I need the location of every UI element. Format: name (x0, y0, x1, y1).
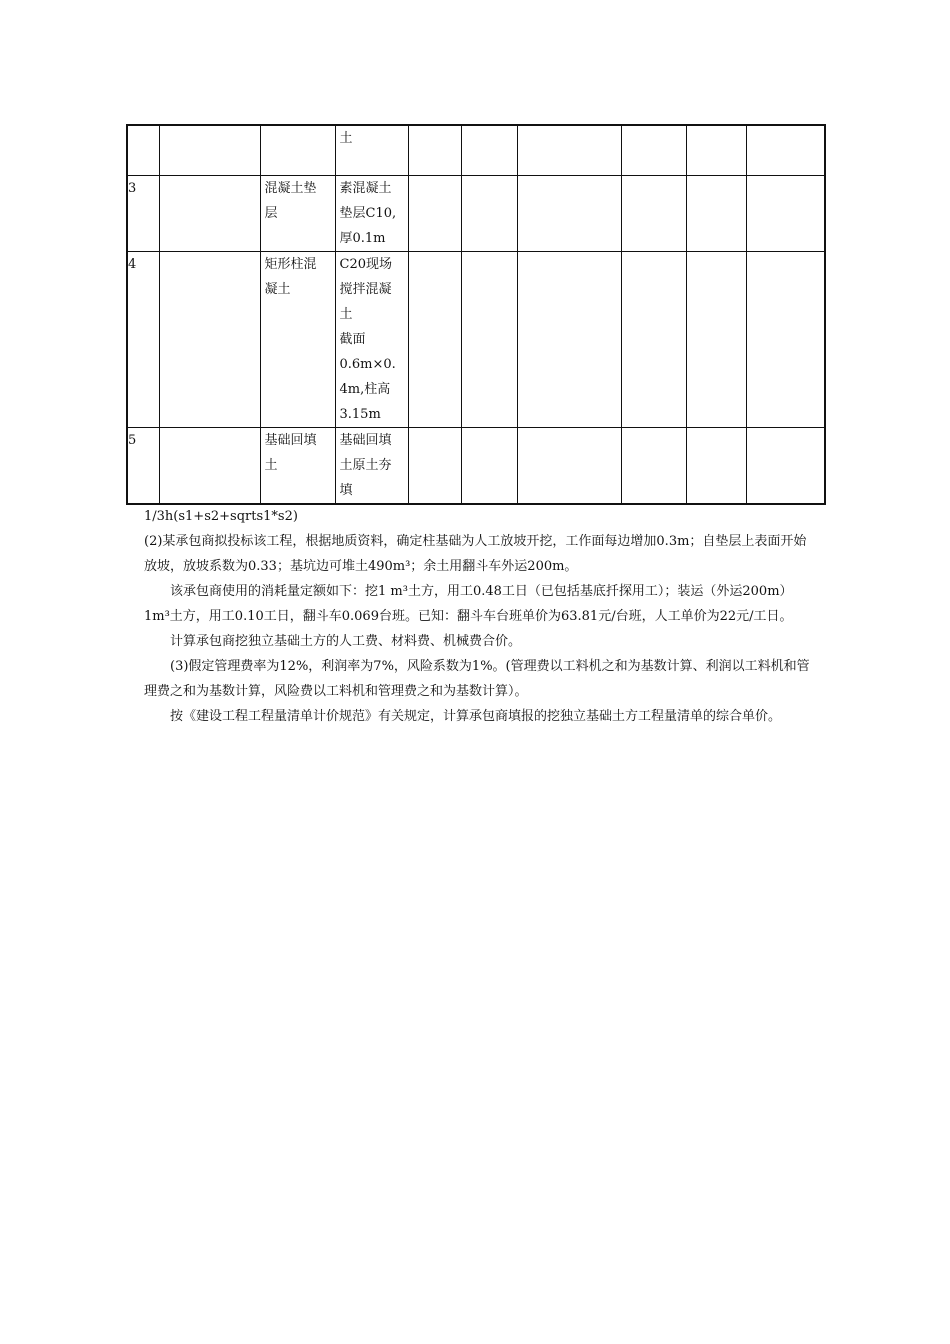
quantity-table (126, 124, 826, 505)
empty-cell (746, 427, 825, 504)
item-name-cell (260, 175, 335, 251)
item-description-line: C20现场 (339, 256, 392, 272)
empty-cell (621, 175, 686, 251)
empty-cell (686, 125, 746, 175)
item-code-cell (159, 175, 260, 251)
item-description-line: 土 (339, 306, 353, 322)
item-description-line: 0.6m×0. (339, 356, 396, 372)
item-description-line: 素混凝土 (339, 180, 392, 196)
item-code-cell (159, 125, 260, 175)
item-description-cell (335, 175, 408, 251)
empty-cell (686, 251, 746, 427)
paragraph-4: 计算承包商挖独立基础土方的人工费、材料费、机械费合价。 (170, 634, 522, 649)
item-name-line: 层 (264, 205, 278, 221)
item-description-line: 土原土夯 (339, 457, 392, 473)
item-description-line: 截面 (339, 331, 366, 347)
empty-cell (686, 175, 746, 251)
item-description-cell (335, 251, 408, 427)
item-code-cell (159, 427, 260, 504)
item-name-line: 矩形柱混 (264, 256, 317, 272)
empty-cell (746, 125, 825, 175)
item-description-line: 厚0.1m (339, 230, 386, 246)
notes-section (144, 504, 812, 729)
item-description-line: 搅拌混凝 (339, 281, 392, 297)
empty-cell (461, 427, 517, 504)
paragraph-5: (3)假定管理费率为12%，利润率为7%，风险系数为1%。(管理费以工料机之和为基数计算、利润以工料机和管理费之和为基数计算，风险费以工料机和管理费之和为基数计算）。 (144, 659, 810, 699)
row-number-cell: 4 (127, 251, 159, 427)
item-description-line: 垫层C10, (339, 205, 397, 221)
table-row (127, 427, 825, 504)
empty-cell (621, 125, 686, 175)
formula-line: 1/3h(s1+s2+sqrts1*s2) (144, 509, 298, 524)
row-number-cell: 5 (127, 427, 159, 504)
empty-cell (461, 251, 517, 427)
table-row (127, 251, 825, 427)
item-description-line: 3.15m (339, 406, 381, 422)
paragraph-3: 该承包商使用的消耗量定额如下：挖1 m³土方，用工0.48工日（已包括基底扦探用工）；装运（外运200m）1m³土方，用工0.10工日，翻斗车0.069台班。已知：翻斗车台班单价为63.81元/台班，人工单价为22元/工日。 (144, 584, 793, 624)
empty-cell (686, 427, 746, 504)
empty-cell (408, 125, 461, 175)
empty-cell (517, 175, 621, 251)
empty-cell (621, 251, 686, 427)
table-row (127, 125, 825, 175)
paragraph-2: (2)某承包商拟投标该工程，根据地质资料，确定柱基础为人工放坡开挖，工作面每边增加0.3m；自垫层上表面开始放坡，放坡系数为0.33；基坑边可堆土490m³；余土用翻斗车外运200m。 (144, 534, 807, 574)
item-description-line: 4m,柱高 (339, 381, 391, 397)
empty-cell (517, 125, 621, 175)
empty-cell (621, 427, 686, 504)
item-description-line: 填 (339, 482, 353, 498)
empty-cell (461, 175, 517, 251)
item-code-cell (159, 251, 260, 427)
item-name-cell (260, 427, 335, 504)
row-number-cell: 3 (127, 175, 159, 251)
item-description-cell (335, 125, 408, 175)
empty-cell (408, 175, 461, 251)
row-number-cell (127, 125, 159, 175)
item-name-line: 土 (264, 457, 278, 473)
table-body (127, 125, 825, 504)
empty-cell (746, 175, 825, 251)
item-name-line: 混凝土垫 (264, 180, 317, 196)
item-name-cell (260, 125, 335, 175)
item-description-line: 基础回填 (339, 432, 392, 448)
item-name-cell (260, 251, 335, 427)
empty-cell (517, 251, 621, 427)
item-name-line: 基础回填 (264, 432, 317, 448)
empty-cell (408, 251, 461, 427)
item-description-cell (335, 427, 408, 504)
empty-cell (746, 251, 825, 427)
table-row (127, 175, 825, 251)
empty-cell (461, 125, 517, 175)
item-name-line: 凝土 (264, 281, 291, 297)
item-description-line: 土 (339, 131, 353, 146)
paragraph-6: 按《建设工程工程量清单计价规范》有关规定，计算承包商填报的挖独立基础土方工程量清单的综合单价。 (170, 709, 782, 724)
empty-cell (408, 427, 461, 504)
empty-cell (517, 427, 621, 504)
